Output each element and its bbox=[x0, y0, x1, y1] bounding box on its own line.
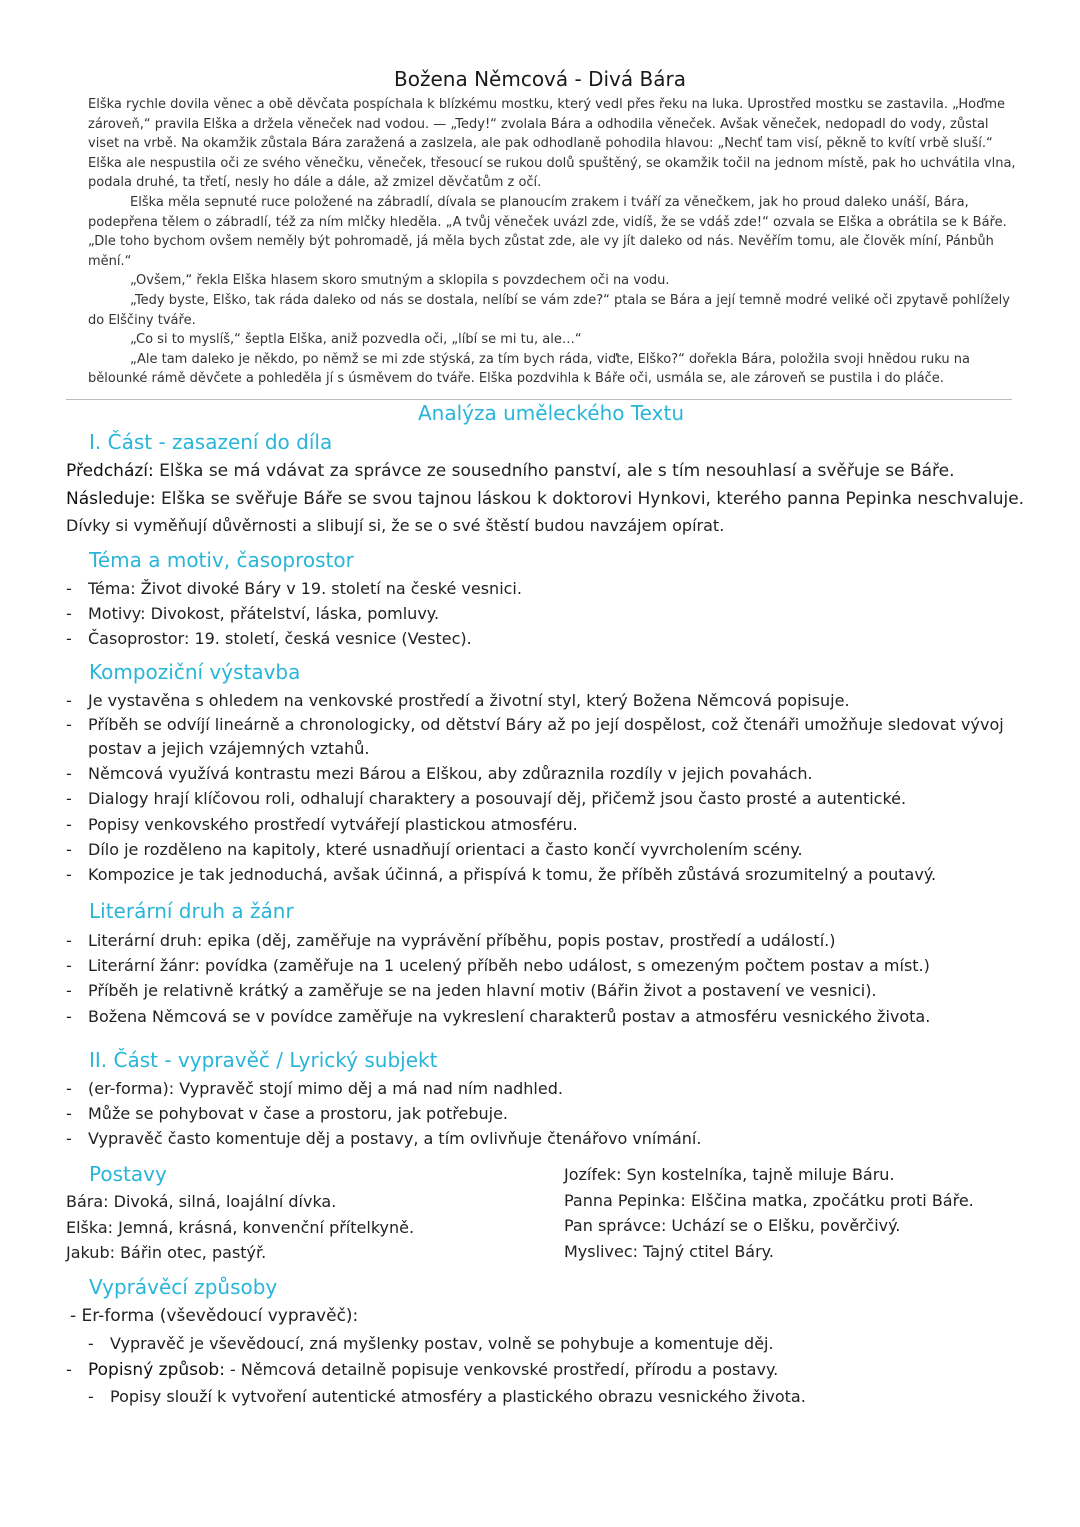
erforma-line: - Er-forma (vševědoucí vypravěč): bbox=[70, 1306, 359, 1326]
excerpt-paragraph: „Ovšem,“ řekla Elška hlasem skoro smutným a sklopila s povzdechem oči na vodu. bbox=[130, 273, 670, 289]
excerpt-paragraph: Elška rychle dovila věnec a obě děvčata pospíchala k blízkému mostku, který vedl přes řeku na luka. Uprostřed mostku se zastavila. „Hoďme zároveň,“ pravila Elška a držela věneček nad vodou. — „Tedy!“ zvolala Bára a odhodila věneček. Avšak věneček, nedopadl do vody, zůstal viset na vrbě. Na okamžik zůstala Bára zaražená a zaslzela, ale pak odhodlaně pohodila hlavou: „Nechť tam visí, pěkně to kvítí vrbě sluší.“ Elška ale nespustila oči ze svého věnečku, věneček, třesoucí se rukou dolů spuštěný, se okamžik točil na jednom místě, pak ho uchvátila vlna, podala druhé, ta třetí, nesly ho dále a dále, až zmizel děvčatům z očí. bbox=[88, 97, 1016, 191]
document-title: Božena Němcová - Divá Bára bbox=[394, 67, 686, 91]
nasleduje-text: Elška se svěřuje Báře se svou tajnou láskou k doktorovi Hynkovi, kterého panna Pepinka neschvaluje. bbox=[155, 489, 1025, 509]
character-entry: Bára: Divoká, silná, loajální dívka. bbox=[66, 1192, 337, 1211]
excerpt-paragraph: Elška měla sepnuté ruce položené na zábradlí, dívala se planoucím zrakem i tváří za věnečkem, jak ho proud daleko unáší, Bára, podepřena tělem o zábradlí, též za ním mlčky hleděla. „A tvůj věneček uvázl zde, vidíš, že se vdáš zde!“ ozvala se Elška a obrátila se k Báře. „Dle toho bychom ovšem neměly být pohromadě, já měla bych zůstat zde, ale vy jít daleko od nás. Nevěřím tomu, ale člověk míní, Pánbůh mění.“ bbox=[88, 194, 1007, 269]
analysis-title: Analýza uměleckého Textu bbox=[417, 401, 684, 425]
character-entry: Panna Pepinka: Elščina matka, zpočátku proti Báře. bbox=[564, 1190, 974, 1210]
list-item: - Vypravěč je vševědoucí, zná myšlenky postav, volně se pohybuje a komentuje děj. bbox=[88, 1331, 774, 1356]
popisny-label: Popisný způsob: bbox=[88, 1360, 225, 1380]
list-item bbox=[66, 1357, 778, 1383]
list-item bbox=[66, 713, 1004, 761]
nasleduje-line bbox=[66, 487, 1024, 511]
list-item: - Božena Němcová se v povídce zaměřuje na vykreslení charakterů postav a atmosféru vesnického života. bbox=[66, 1004, 930, 1029]
erforma-sublist bbox=[88, 1331, 774, 1356]
character-entry: Myslivec: Tajný ctitel Báry. bbox=[564, 1241, 774, 1261]
tema-list bbox=[66, 576, 522, 652]
character-entry: Pan správce: Uchází se o Elšku, pověrčivý. bbox=[564, 1216, 901, 1235]
list-item: - Němcová využívá kontrastu mezi Bárou a Elškou, aby zdůraznila rozdíly v jejich povahách. bbox=[66, 761, 1004, 786]
popisny-sublist bbox=[88, 1384, 806, 1409]
predchazi-line bbox=[66, 459, 955, 483]
kompozice-list bbox=[66, 688, 1004, 887]
list-item: - Téma: Život divoké Báry v 19. století na české vesnici. bbox=[66, 576, 522, 601]
popisny-text: - Němcová detailně popisuje venkovské prostředí, přírodu a postavy. bbox=[224, 1360, 779, 1379]
predchazi-text: Elška se má vdávat za správce ze sousedního panství, ale s tím nesouhlasí a svěřuje se Báře. bbox=[153, 461, 955, 481]
list-item: - Popisy venkovského prostředí vytvářejí plastickou atmosféru. bbox=[66, 812, 1004, 837]
list-item: - Časoprostor: 19. století, česká vesnice (Vestec). bbox=[66, 626, 522, 651]
predchazi-label: Předchází: bbox=[66, 461, 154, 481]
part2-list bbox=[66, 1076, 701, 1152]
nasleduje-continued: Dívky si vyměňují důvěrnosti a slibují si, že se o své štěstí budou navzájem opírat. bbox=[66, 516, 725, 535]
list-item: - Popisy slouží k vytvoření autentické atmosféry a plastického obrazu vesnického života. bbox=[88, 1384, 806, 1409]
postavy-heading: Postavy bbox=[89, 1162, 167, 1186]
nasleduje-label: Následuje: bbox=[66, 489, 156, 509]
druh-list bbox=[66, 928, 930, 1029]
kompozice-heading: Kompoziční výstavba bbox=[89, 660, 301, 684]
zpusoby-heading: Vyprávěcí způsoby bbox=[89, 1275, 278, 1299]
character-entry: Jakub: Bářin otec, pastýř. bbox=[66, 1243, 267, 1262]
postavy-left-column bbox=[66, 1189, 414, 1266]
list-item-text-continued: postav a jejich vzájemných vztahů. bbox=[88, 739, 370, 759]
text-excerpt bbox=[88, 95, 1018, 389]
excerpt-paragraph: „Tedy byste, Elško, tak ráda daleko od nás se dostala, nelíbí se vám zde?“ ptala se Bára a její temně modré veliké oči zpytavě pohlížely do Elščiny tváře. bbox=[88, 292, 1010, 328]
list-item: - Příběh je relativně krátký a zaměřuje se na jeden hlavní motiv (Bářin život a postavení ve vesnici). bbox=[66, 978, 930, 1003]
list-item: - Literární druh: epika (děj, zaměřuje na vyprávění příběhu, popis postav, prostředí a událostí.) bbox=[66, 928, 930, 953]
excerpt-paragraph: „Co si to myslíš,“ šeptla Elška, aniž pozvedla oči, „líbí se mi tu, ale…“ bbox=[130, 332, 582, 348]
list-item: - Motivy: Divokost, přátelství, láska, pomluvy. bbox=[66, 601, 522, 626]
list-item-text: Příběh se odvíjí lineárně a chronologicky, od dětství Báry až po její dospělost, což čtenáři umožňuje sledovat vývoj bbox=[88, 715, 1004, 735]
list-item: - Dílo je rozděleno na kapitoly, které usnadňují orientaci a často končí vyvrcholením scény. bbox=[66, 837, 1004, 862]
tema-heading: Téma a motiv, časoprostor bbox=[89, 548, 354, 572]
part1-heading: I. Část - zasazení do díla bbox=[89, 430, 333, 454]
character-entry: Elška: Jemná, krásná, konvenční přítelkyně. bbox=[66, 1217, 415, 1237]
list-item: - Dialogy hrají klíčovou roli, odhalují charaktery a posouvají děj, přičemž jsou často prosté a autentické. bbox=[66, 786, 1004, 811]
list-item: - Může se pohybovat v čase a prostoru, jak potřebuje. bbox=[66, 1101, 701, 1126]
druh-heading: Literární druh a žánr bbox=[89, 899, 294, 923]
postavy-right-column bbox=[564, 1162, 974, 1264]
excerpt-paragraph: „Ale tam daleko je někdo, po němž se mi zde stýská, za tím bych ráda, viďte, Elško?“ dořekla Bára, položila svoji hnědou ruku na bělounké rámě děvčete a pohleděla jí s úsměvem do tváře. Elška pozdvihla k Báře oči, usmála se, ale zároveň se pustila i do pláče. bbox=[88, 351, 970, 387]
list-item: - Kompozice je tak jednoduchá, avšak účinná, a přispívá k tomu, že příběh zůstává srozumitelný a poutavý. bbox=[66, 862, 1004, 887]
list-item: - Je vystavěna s ohledem na venkovské prostředí a životní styl, který Božena Němcová popisuje. bbox=[66, 688, 1004, 713]
list-item: - Vypravěč často komentuje děj a postavy, a tím ovlivňuje čtenářovo vnímání. bbox=[66, 1126, 701, 1151]
list-item: - (er-forma): Vypravěč stojí mimo děj a má nad ním nadhled. bbox=[66, 1076, 701, 1101]
character-entry: Jozífek: Syn kostelníka, tajně miluje Báru. bbox=[564, 1165, 895, 1184]
part2-heading: II. Část - vypravěč / Lyrický subjekt bbox=[89, 1048, 438, 1072]
popisny-list bbox=[66, 1357, 778, 1383]
list-item: - Literární žánr: povídka (zaměřuje na 1 ucelený příběh nebo událost, s omezeným počtem postav a míst.) bbox=[66, 953, 930, 978]
